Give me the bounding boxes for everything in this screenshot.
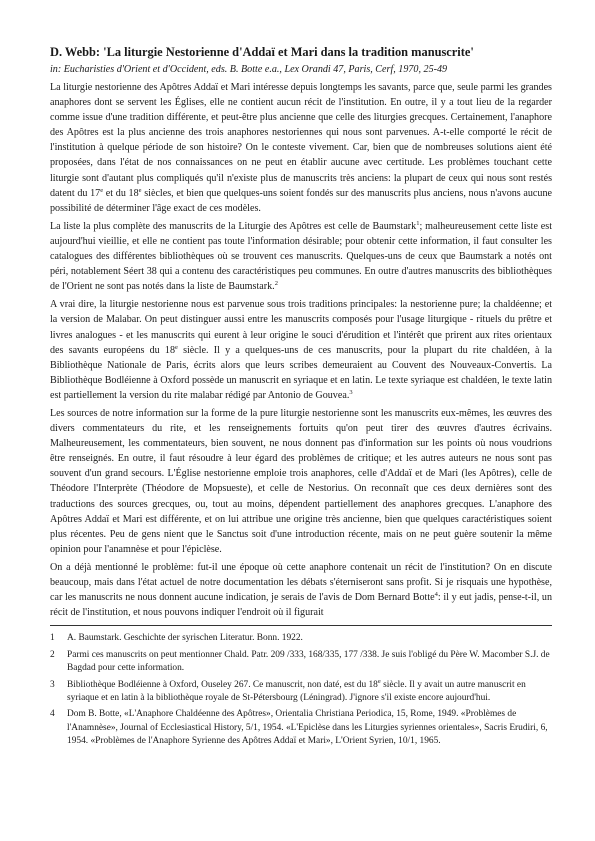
footnote-number: 4 <box>50 709 55 720</box>
text-run: : il y eut jadis, pense-t-il, un récit de l'institution, et nous pouvons indiquer l'endroit où il figurait <box>50 592 552 619</box>
paragraph <box>50 80 552 216</box>
footnote-text <box>67 679 552 706</box>
text-run: Les sources de notre information sur la forme de la pure liturgie nestorienne sont les manuscrits eux-mêmes, les œuvres des divers commentateurs du rite, et les renseignements fortuits qu'on peut tirer des œuvres d'autres écrivains. Malheureusement, les commentateurs, bien souvent, ne nous donnent pas d'information sur les points où nous voudrions être renseignés. En outre, il faut résoudre à leur égard des problèmes de critique; et les autres auteurs ne nous sont pas souvent d'un grand secours. L'Église nestorienne emploie trois anaphores, celle d'Addaï et de Mari (les Apôtres), celle de Théodore l'Interprète (Théodore de Mopsueste), et celle de Nestorius. On reconnaît que ces deux dernières sont des traductions des sources grecques, ou, tout au moins, dépendent partiellement des anaphores grecques. L'anaphore des Apôtres Addaï et Mari est différente, et on lui attribue une origine très ancienne, bien que quelques caractéristiques soient plus récentes. Peu de gens nient que le Sanctus soit d'une introduction récente, mais on ne peut guère soutenir la même opinion pour l'anamnèse et pour l'épiclèse. <box>50 407 552 555</box>
footnote <box>50 632 552 645</box>
page-content <box>50 44 552 752</box>
footnote-divider <box>50 625 552 626</box>
footnote-number: 3 <box>50 679 55 690</box>
footnote <box>50 708 552 748</box>
body-text <box>50 80 552 620</box>
paragraph <box>50 219 552 294</box>
text-run: On a déjà mentionné le problème: fut-il une époque où cette anaphore contenait un récit de l'institution? On en discute beaucoup, mais dans l'état actuel de notre documentation les débats s'éterniseront sans profit. Si je risquais une hypothèse, car les manuscrits ne nous donnent aucune indication, je serais de l'avis de Dom Bernard Botte <box>50 561 552 604</box>
text-run: siècles, et bien que quelques-uns soient fondés sur des manuscrits plus anciens, nous n'avons aucune possibilité de déterminer l'âge exact de ces modèles. <box>50 187 552 214</box>
superscript: 3 <box>349 388 353 396</box>
footnote <box>50 649 552 676</box>
superscript: 2 <box>274 280 278 288</box>
text-run: La liturgie nestorienne des Apôtres Addaï et Mari intéresse depuis longtemps les savants, parce que, seule parmi les grandes anaphores dont se servent les Églises, elle ne contient aucun récit de l'institution. En outre, il y a tout lieu de la regarder comme issue d'une tradition différente, et peut-être plus ancienne que celle des liturgies grecques. Certainement, l'anaphore des Apôtres est la plus ancienne des trois anaphores nestoriennes qui nous sont parvenues. A-t-elle comporté le récit de l'institution à quelque période de son histoire? On le conteste vivement. Car, bien que de nombreuses solutions aient été proposées, dans l'état de nos connaissances on ne peut en établir aucune avec certitude. Les problèmes touchant cette liturgie sont d'autant plus compliqués qu'il n'existe plus de manuscrits très anciens: la plupart de ceux qui nous sont restés datent du 17 <box>50 82 552 199</box>
footnote-text <box>67 708 552 748</box>
footnote-number: 1 <box>50 633 55 644</box>
superscript: e <box>175 343 178 351</box>
text-run: A vrai dire, la liturgie nestorienne nous est parvenue sous trois traditions principales: la nestorienne pure; la chaldéenne; et la version de Malabar. On peut distinguer aussi entre les manuscrits composés pour l'usage liturgique - rituels du prêtre et livres analogues - et les manuscrits qui eurent à leur origine le souci d'érudition et l'intérêt que prirent aux rites orientaux des savants européens du 18 <box>50 299 552 356</box>
text-run: A. Baumstark. Geschichte der syrischen Literatur. Bonn. 1922. <box>67 633 303 644</box>
superscript: 1 <box>416 219 420 227</box>
text-run: ; malheureusement cette liste est aujourd'hui vieillie, et elle ne contient pas toute l'information désirable; pour obtenir cette information, il faut consulter les catalogues des différentes bibliothèques où se trouvent ces manuscrits. Quelques-uns de ceux que Baumstark a notés ont péri, notablement Séert 38 qui a contenu des caractéristiques peu communes. En outre d'autres manuscrits des bibliothèques de l'Orient ne sont pas notés dans la liste de Baumstark. <box>50 220 552 293</box>
footnote-text <box>67 649 552 676</box>
text-run: siècle. Il y a quelques-uns de ces manuscrits, pour la plupart du rite chaldéen, à la Bibliothèque Nationale de Paris, écrits alors que leurs scribes demeuraient au Couvent des Nouveaux-Convertis. La Bibliothèque Bodléienne à Oxford possède un manuscrit en syriaque et en latin. Le texte syriaque est chaldéen, le texte latin est partiellement la version du rite malabar rédigé par Antonio de Gouvea. <box>50 344 552 401</box>
footnote <box>50 679 552 706</box>
article-source: in: Eucharisties d'Orient et d'Occident, eds. B. Botte e.a., Lex Orandi 47, Paris, Cerf, 1970, 25-49 <box>50 64 448 75</box>
article-title: D. Webb: 'La liturgie Nestorienne d'Addaï et Mari dans la tradition manuscrite' <box>50 45 474 59</box>
paragraph <box>50 297 552 403</box>
text-run: siècle. Il y avait un autre manuscrit en syriaque et en latin à la bibliothèque royale de St-Pétersbourg (Léningrad). J'ignore s'il existe encore aujourd'hui. <box>67 679 526 703</box>
paragraph <box>50 560 552 620</box>
paragraph <box>50 406 552 557</box>
superscript: e <box>100 186 104 194</box>
superscript: 4 <box>434 591 438 599</box>
text-run: Parmi ces manuscrits on peut mentionner Chald. Patr. 209 /333, 168/335, 177 /338. Je suis l'obligé du Père W. Macomber S.J. de Bagdad pour cette information. <box>67 649 550 674</box>
footnote-number: 2 <box>50 649 55 660</box>
footnotes <box>50 632 552 748</box>
superscript: e <box>138 186 142 194</box>
text-run: La liste la plus complète des manuscrits de la Liturgie des Apôtres est celle de Baumstark <box>50 220 417 232</box>
superscript: e <box>377 677 381 685</box>
text-run: et du 18 <box>103 187 139 199</box>
text-run: Dom B. Botte, «L'Anaphore Chaldéenne des Apôtres», Orientalia Christiana Periodica, 15, Rome, 1949. «Problèmes de l'Anamnèse», Journal of Ecclesiastical History, 5/1, 1954. «L'Epiclèse dans les Liturgies syriennes orientales», Sacris Erudiri, 6, 1954. «Problèmes de l'Anaphore Syrienne des Apôtres Addaï et Mari», L'Orient Syrien, 10/1, 1965. <box>67 709 548 747</box>
text-run: Bibliothèque Bodléienne à Oxford, Ouseley 267. Ce manuscrit, non daté, est du 18 <box>67 679 378 690</box>
footnote-text <box>67 632 552 645</box>
